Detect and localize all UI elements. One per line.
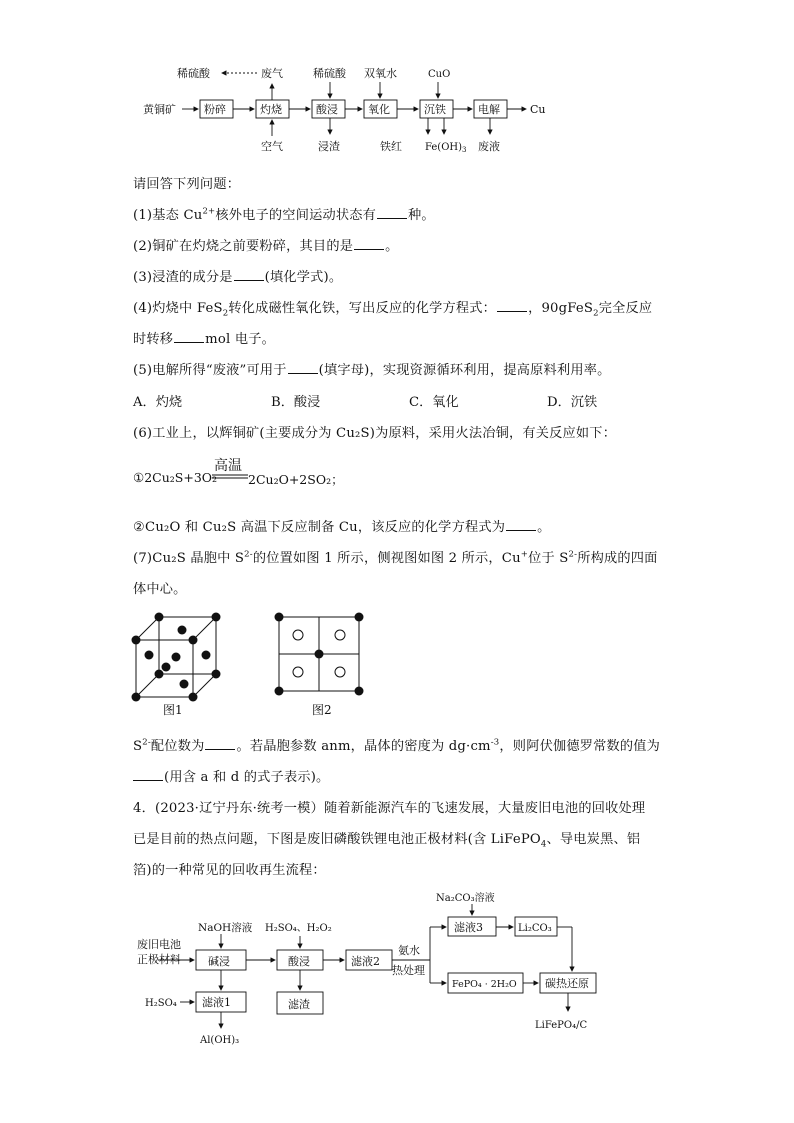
flow2-box-alkali: 碱浸	[208, 955, 230, 968]
flow2-box-fepo4: FePO₄ · 2H₂O	[452, 979, 517, 990]
option-c[interactable]: C．氧化	[409, 395, 459, 410]
flow1-label-waste-gas: 废气	[261, 67, 283, 80]
question-7-line2: 体中心。	[133, 582, 187, 597]
flow2-box-filtrate1: 滤液1	[202, 996, 231, 1009]
question-5: (5)电解所得“废液”可用于 (填字母)，实现资源循环利用，提高原料利用率。	[133, 363, 611, 378]
flow1-label-cuo: CuO	[428, 69, 451, 80]
flow2-heat: 热处理	[392, 964, 425, 977]
flow2-acids: H₂SO₄、H₂O₂	[265, 923, 332, 934]
flow1-source: 黄铜矿	[143, 103, 176, 116]
problem-4-line1: 4．(2023·辽宁丹东·统考一模）随着新能源汽车的飞速发展，大量废旧电池的回收处理	[133, 801, 646, 816]
flow2-product: LiFePO₄/C	[535, 1020, 588, 1031]
flow1-box-electrolysis: 电解	[478, 103, 500, 116]
figure-1-caption: 图1	[163, 703, 183, 717]
answer-blank-2[interactable]	[354, 237, 384, 250]
option-b[interactable]: B．酸浸	[271, 395, 321, 410]
flow1-label-air: 空气	[261, 140, 283, 153]
flow2-box-li2co3: Li₂CO₃	[518, 923, 552, 934]
flow2-ammonia: 氨水	[398, 944, 420, 957]
flow2-h2so4: H₂SO₄	[145, 998, 177, 1009]
question-7: (7)Cu₂S 晶胞中 $S^{2-}$的位置如图 1 所示，侧视图如图 2 所示，Cu+位于 $S^{2-}$所构成的四面	[133, 549, 658, 566]
option-d[interactable]: D．沉铁	[547, 395, 598, 410]
flow1-label-feoh3: $Fe(OH)_3$	[425, 142, 467, 154]
flow1-box-oxidize: 氧化	[368, 103, 390, 116]
flow1-box-acid-leach: 酸浸	[316, 103, 338, 116]
flow2-aloh3: Al(OH)₃	[200, 1035, 240, 1046]
flow1-box-roast: 灼烧	[260, 103, 282, 116]
flow-diagram-1	[0, 0, 794, 160]
flow2-box-residue: 滤渣	[288, 998, 310, 1011]
flow2-naoh: NaOH溶液	[198, 922, 253, 934]
answer-blank-7a[interactable]	[205, 737, 235, 750]
flow-diagram-2	[0, 890, 794, 1050]
option-a[interactable]: A．灼烧	[133, 395, 183, 410]
answer-blank-4b[interactable]	[174, 330, 204, 343]
problem-4-line3: 箔)的一种常见的回收再生流程：	[133, 863, 326, 878]
flow2-source-line2: 正极材料	[137, 953, 181, 966]
equation-condition: 高温	[214, 458, 242, 474]
flow2-box-filtrate3: 滤液3	[454, 921, 483, 934]
flow1-box-precipitate: 沉铁	[424, 103, 446, 116]
answer-blank-7b[interactable]	[133, 768, 163, 781]
flow2-box-acid: 酸浸	[288, 955, 310, 968]
question-1: (1)基态 $Cu^{2+}$核外电子的空间运动状态有 种。	[133, 206, 435, 223]
question-3: (3)浸渣的成分是 (填化学式)。	[133, 270, 343, 285]
flow1-product: Cu	[530, 103, 546, 116]
flow2-na2co3: Na₂CO₃溶液	[436, 893, 495, 904]
question-4-line2: 时转移 mol 电子。	[133, 332, 275, 347]
flow2-source-line1: 废旧电池	[137, 938, 181, 951]
question-2: (2)铜矿在灼烧之前要粉碎，其目的是 。	[133, 239, 399, 254]
flow1-label-residue: 浸渣	[318, 140, 340, 153]
equation-1: ①2Cu₂S+3O₂ 高温 2Cu₂O+2SO₂；	[133, 455, 493, 495]
flow1-label-iron-red: 铁红	[380, 140, 402, 153]
flow1-label-waste-liquid: 废液	[478, 140, 500, 153]
flow1-box-crush: 粉碎	[204, 103, 226, 116]
figure-2-caption: 图2	[312, 703, 332, 717]
flow1-label-acid-recycle: 稀硫酸	[177, 67, 210, 80]
equation-equals-sign	[212, 474, 248, 480]
question-4: (4)灼烧中 FeS$_2$转化成磁性氧化铁，写出反应的化学方程式： ，90gFeS$_2$完全反应	[133, 301, 653, 319]
answer-blank-5[interactable]	[288, 361, 318, 374]
flow1-label-acid: 稀硫酸	[313, 67, 346, 80]
questions-intro: 请回答下列问题：	[133, 177, 241, 192]
answer-blank-3[interactable]	[234, 268, 264, 281]
question-6: (6)工业上，以辉铜矿(主要成分为 Cu₂S)为原料，采用火法冶铜，有关反应如下：	[133, 426, 617, 441]
answer-blank-4a[interactable]	[497, 299, 527, 312]
flow1-label-peroxide: 双氧水	[364, 67, 397, 80]
question-7-3: $S^{2-}$配位数为 。若晶胞参数 anm，晶体的密度为 $dg\cdot cm^{-3}$，则阿伏伽德罗常数的值为	[133, 737, 661, 754]
problem-4-line2: 已是目前的热点问题，下图是废旧磷酸铁锂电池正极材料(含 LiFePO$_4$、导电炭黑、铝	[133, 832, 641, 850]
answer-blank-1[interactable]	[377, 206, 407, 219]
question-7-4: (用含 a 和 d 的式子表示)。	[133, 766, 329, 785]
question-6-2: ②Cu₂O 和 Cu₂S 高温下反应制备 Cu，该反应的化学方程式为 。	[133, 520, 551, 535]
answer-blank-6[interactable]	[506, 518, 536, 531]
flow2-box-filtrate2: 滤液2	[351, 955, 380, 968]
flow2-box-carbothermal: 碳热还原	[545, 977, 589, 990]
crystal-figures	[120, 605, 380, 720]
